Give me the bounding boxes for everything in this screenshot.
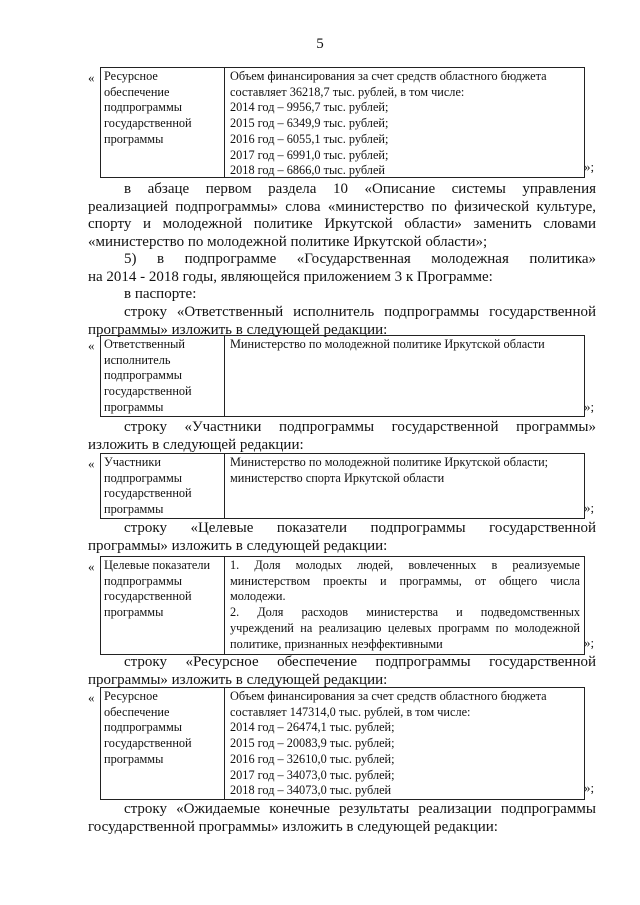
text-line: строку «Ожидаемые конечные результаты реализации подпрограммы xyxy=(124,801,596,817)
label-line: исполнитель xyxy=(104,352,171,367)
value-line: 2018 год – 34073,0 тыс. рублей xyxy=(230,783,392,798)
label-line: государственной xyxy=(104,384,192,399)
paragraph-resources xyxy=(88,654,596,689)
label-line: подпрограммы xyxy=(104,720,182,735)
value-line: политике, признанных неэффективными xyxy=(230,636,443,651)
label-line: программы xyxy=(104,605,164,620)
label-line: программы xyxy=(104,399,164,414)
table-value-cell xyxy=(226,68,584,177)
text-line: реализацией подпрограммы» слова «министерство по физической культуре, xyxy=(88,198,596,215)
text-line: программы» изложить в следующей редакции: xyxy=(88,537,388,554)
table-label-cell xyxy=(101,454,225,518)
label-line: обеспечение xyxy=(104,84,170,99)
value-line: 1. Доля молодых людей, вовлеченных в реализуемые xyxy=(230,558,580,572)
value-line: 2014 год – 26474,1 тыс. рублей; xyxy=(230,720,395,735)
label-line: государственной xyxy=(104,589,192,604)
quote-open: « xyxy=(88,559,95,574)
quote-open: « xyxy=(88,690,95,705)
value-line: 2017 год – 6991,0 тыс. рублей; xyxy=(230,147,389,162)
text-line: в паспорте: xyxy=(124,286,197,302)
label-line: Участники xyxy=(104,455,161,469)
paragraph-targets xyxy=(88,520,596,555)
value-line: Объем финансирования за счет средств областного бюджета xyxy=(230,689,547,703)
table-value-cell xyxy=(226,336,584,416)
value-line: 2016 год – 32610,0 тыс. рублей; xyxy=(230,751,395,766)
value-line: 2018 год – 6866,0 тыс. рублей xyxy=(230,163,385,178)
label-line: государственной xyxy=(104,486,192,501)
text-line: строку «Ресурсное обеспечение подпрограммы государственной xyxy=(124,654,596,670)
label-line: Ответственный xyxy=(104,337,185,351)
table-value-cell xyxy=(226,688,584,799)
participants-table xyxy=(100,453,585,519)
table-label-cell xyxy=(101,68,225,177)
value-line: Объем финансирования за счет средств областного бюджета xyxy=(230,69,547,83)
paragraph-expected-results xyxy=(88,801,596,836)
value-line: составляет 147314,0 тыс. рублей, в том числе: xyxy=(230,704,471,719)
label-line: подпрограммы xyxy=(104,470,182,485)
value-line: министерством проекты и программы, от общего числа xyxy=(230,573,580,588)
value-line: 2014 год – 9956,7 тыс. рублей; xyxy=(230,100,389,115)
resources-table-old xyxy=(100,67,585,178)
text-line: 5) в подпрограмме «Государственная молодежная политика» xyxy=(124,251,596,267)
value-line: учреждений на реализацию целевых программ по молодежной xyxy=(230,620,580,635)
page-number: 5 xyxy=(316,36,324,52)
label-line: обеспечение xyxy=(104,704,170,719)
text-line: строку «Участники подпрограммы государственной программы» xyxy=(124,419,596,435)
text-line: «министерство по молодежной политике Иркутской области»; xyxy=(88,233,488,250)
paragraph-passport xyxy=(88,286,596,304)
value-line: составляет 36218,7 тыс. рублей, в том числе: xyxy=(230,84,465,99)
text-line: строку «Ответственный исполнитель подпрограммы государственной xyxy=(124,304,596,320)
text-line: в абзаце первом раздела 10 «Описание системы управления xyxy=(124,181,596,197)
paragraph-responsible xyxy=(88,304,596,339)
paragraph-participants xyxy=(88,419,596,454)
value-line: министерство спорта Иркутской области xyxy=(230,470,445,485)
resources-table-new xyxy=(100,687,585,800)
value-line: 2015 год – 6349,9 тыс. рублей; xyxy=(230,116,389,131)
quote-open: « xyxy=(88,338,95,353)
label-line: программы xyxy=(104,751,164,766)
responsible-table xyxy=(100,335,585,417)
value-line: 2. Доля расходов министерства и подведомственных xyxy=(230,605,580,620)
text-line: спорту и молодежной политике Иркутской области» заменить словами xyxy=(88,216,596,232)
targets-table xyxy=(100,556,585,655)
table-value-cell xyxy=(226,454,584,518)
text-line: государственной программы» изложить в следующей редакции: xyxy=(88,818,498,835)
value-line: Министерство по молодежной политике Иркутской области xyxy=(230,337,545,351)
label-line: подпрограммы xyxy=(104,368,182,383)
quote-close: »; xyxy=(584,780,595,795)
paragraph-item-5 xyxy=(88,251,596,286)
quote-open: « xyxy=(88,456,95,471)
table-label-cell xyxy=(101,336,225,416)
table-label-cell xyxy=(101,557,225,654)
value-line: 2016 год – 6055,1 тыс. рублей; xyxy=(230,131,389,146)
quote-open: « xyxy=(88,70,95,85)
value-line: 2015 год – 20083,9 тыс. рублей; xyxy=(230,736,395,751)
label-line: подпрограммы xyxy=(104,100,182,115)
value-line: молодежи. xyxy=(230,589,286,604)
quote-close: »; xyxy=(584,635,595,650)
value-line: 2017 год – 34073,0 тыс. рублей; xyxy=(230,767,395,782)
table-label-cell xyxy=(101,688,225,799)
table-value-cell xyxy=(226,557,584,654)
label-line: Целевые показатели xyxy=(104,558,211,572)
label-line: государственной xyxy=(104,116,192,131)
value-line: Министерство по молодежной политике Иркутской области; xyxy=(230,455,549,469)
paragraph-section-10 xyxy=(88,181,596,251)
quote-close: »; xyxy=(584,159,595,174)
label-line: Ресурсное xyxy=(104,69,158,83)
text-line: строку «Целевые показатели подпрограммы государственной xyxy=(124,520,596,536)
label-line: программы xyxy=(104,131,164,146)
quote-close: »; xyxy=(584,500,595,515)
label-line: государственной xyxy=(104,736,192,751)
text-line: на 2014 - 2018 годы, являющейся приложением 3 к Программе: xyxy=(88,268,493,285)
text-line: программы» изложить в следующей редакции: xyxy=(88,321,388,338)
label-line: программы xyxy=(104,502,164,517)
label-line: Ресурсное xyxy=(104,689,158,703)
text-line: изложить в следующей редакции: xyxy=(88,436,304,453)
quote-close: »; xyxy=(584,399,595,414)
label-line: подпрограммы xyxy=(104,573,182,588)
text-line: программы» изложить в следующей редакции: xyxy=(88,671,388,688)
